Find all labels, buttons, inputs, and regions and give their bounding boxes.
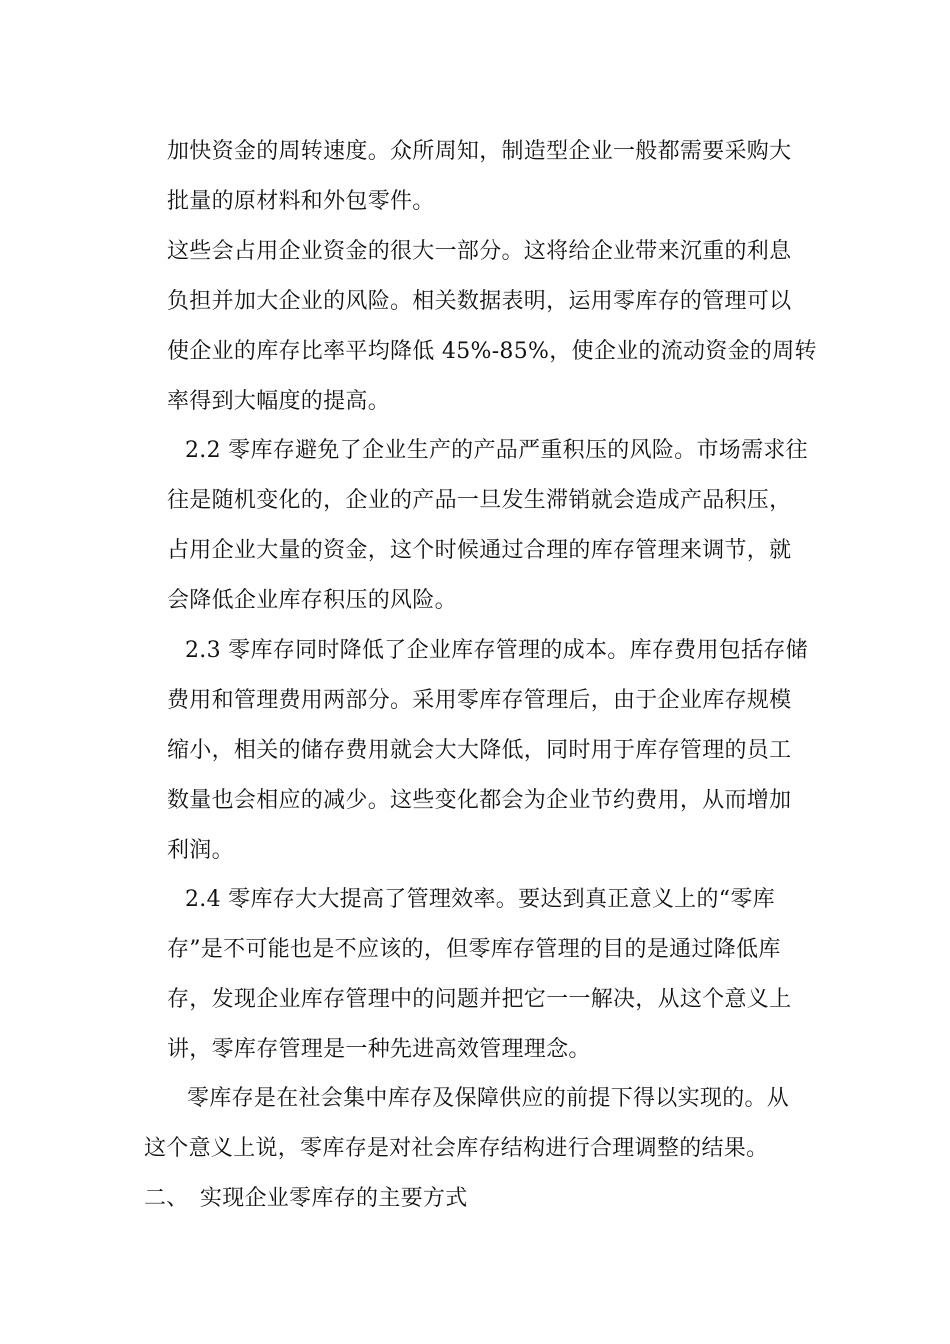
paragraph-line: 这个意义上说，零库存是对社会库存结构进行合理调整的结果。 xyxy=(144,1136,769,1161)
paragraph-line: 使企业的库存比率平均降低 45%-85%，使企业的流动资金的周转 xyxy=(167,339,817,364)
paragraph-line: 2.3 零库存同时降低了企业库存管理的成本。库存费用包括存储 xyxy=(185,638,808,663)
paragraph-line: 占用企业大量的资金，这个时候通过合理的库存管理来调节，就 xyxy=(167,538,792,563)
paragraph-line: 利润。 xyxy=(167,838,234,863)
paragraph-line: 往是随机变化的，企业的产品一旦发生滞销就会造成产品积压， xyxy=(167,488,792,513)
paragraph-line: 2.2 零库存避免了企业生产的产品严重积压的风险。市场需求往 xyxy=(185,438,808,463)
paragraph-line: 会降低企业库存积压的风险。 xyxy=(167,588,457,613)
paragraph-line: 率得到大幅度的提高。 xyxy=(167,389,391,414)
paragraph-line: 2.4 零库存大大提高了管理效率。要达到真正意义上的“零库 xyxy=(185,887,775,912)
paragraph-line: 批量的原材料和外包零件。 xyxy=(167,189,435,214)
paragraph-line: 加快资金的周转速度。众所周知，制造型企业一般都需要采购大 xyxy=(167,139,792,164)
paragraph-line: 费用和管理费用两部分。采用零库存管理后，由于企业库存规模 xyxy=(167,688,792,713)
paragraph-line: 缩小，相关的储存费用就会大大降低，同时用于库存管理的员工 xyxy=(167,738,792,763)
paragraph-line: 存，发现企业库存管理中的问题并把它一一解决，从这个意义上 xyxy=(167,987,792,1012)
paragraph-line: 数量也会相应的减少。这些变化都会为企业节约费用，从而增加 xyxy=(167,788,792,813)
paragraph-line: 负担并加大企业的风险。相关数据表明，运用零库存的管理可以 xyxy=(167,289,792,314)
paragraph-line: 存”是不可能也是不应该的，但零库存管理的目的是通过降低库 xyxy=(167,937,781,962)
paragraph-line: 讲，零库存管理是一种先进高效管理理念。 xyxy=(167,1037,591,1062)
section-heading: 二、 实现企业零库存的主要方式 xyxy=(144,1186,468,1211)
paragraph-line: 零库存是在社会集中库存及保障供应的前提下得以实现的。从 xyxy=(187,1086,790,1111)
paragraph-line: 这些会占用企业资金的很大一部分。这将给企业带来沉重的利息 xyxy=(167,239,792,264)
